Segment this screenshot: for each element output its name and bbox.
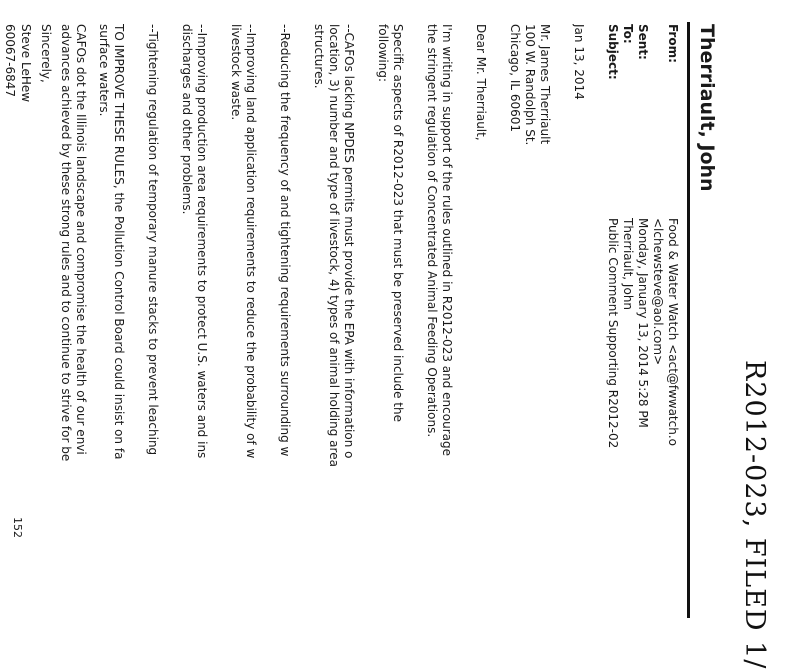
paragraph-line: --Improving production area requirements to protect U.S. waters and ins — [195, 24, 209, 459]
paragraph-line: advances achieved by these strong rules and to continue to strive for be — [59, 24, 73, 462]
subject-label: Subject: — [606, 24, 620, 80]
from-value: Food & Water Watch <act@fwwatch.o — [666, 218, 680, 446]
paragraph-line: location, 3) number and type of livestock, 4) types of animal holding area — [327, 24, 341, 467]
subject-value: Public Comment Supporting R2012-02 — [606, 218, 620, 449]
sent-value: Monday, January 13, 2014 5:28 PM — [636, 218, 650, 428]
paragraph-line: TO IMPROVE THESE RULES, the Pollution Control Board could insist on fa — [112, 24, 126, 460]
header-divider — [687, 22, 690, 618]
letter-date: Jan 13, 2014 — [572, 24, 586, 100]
signer-zip: 60067-6847 — [3, 24, 17, 98]
closing: Sincerely, — [39, 24, 53, 83]
paragraph-line: --Tightening regulation of temporary manure stacks to prevent leaching — [146, 24, 160, 456]
address-line-1: Mr. James Therriault — [538, 24, 552, 145]
paragraph-line: livestock waste. — [229, 24, 243, 121]
salutation: Dear Mr. Therriault, — [474, 24, 488, 141]
paragraph-line: following: — [376, 24, 390, 82]
address-line-2: 100 W. Randolph St. — [523, 24, 537, 146]
sent-label: Sent: — [636, 24, 650, 60]
to-value: Therriault, John — [621, 218, 635, 311]
paragraph-line: structures. — [312, 24, 326, 89]
paragraph-line: --CAFOs lacking NPDES permits must provide the EPA with information o — [342, 24, 356, 459]
paragraph-line: CAFOs dot the Illinois landscape and compromise the health of our envi — [74, 24, 88, 455]
page-number: 152 — [11, 517, 24, 538]
to-label: To: — [621, 24, 635, 44]
address-line-3: Chicago, IL 60601 — [508, 24, 522, 133]
paragraph-line: the stringent regulation of Concentrated Animal Feeding Operations. — [425, 24, 439, 438]
from-label: From: — [666, 24, 680, 63]
paragraph-line: I'm writing in support of the rules outlined in R2012-023 and encourage — [440, 24, 454, 456]
paragraph-line: --Reducing the frequency of and tightening requirements surrounding w — [278, 24, 292, 457]
paragraph-line: --Improving land application requirements to reduce the probability of w — [244, 24, 258, 459]
paragraph-line: surface waters. — [97, 24, 111, 117]
from-email: <lchewsteve@aol.com> — [651, 218, 665, 366]
paragraph-line: Specific aspects of R2012-023 that must be preserved include the — [391, 24, 405, 423]
signer-name: Steve LeHew — [19, 24, 33, 103]
paragraph-line: discharges and other problems. — [180, 24, 194, 215]
sender-name-heading: Therriault, John — [696, 24, 718, 192]
filing-stamp: R2012-023, FILED 1/ — [739, 360, 770, 669]
